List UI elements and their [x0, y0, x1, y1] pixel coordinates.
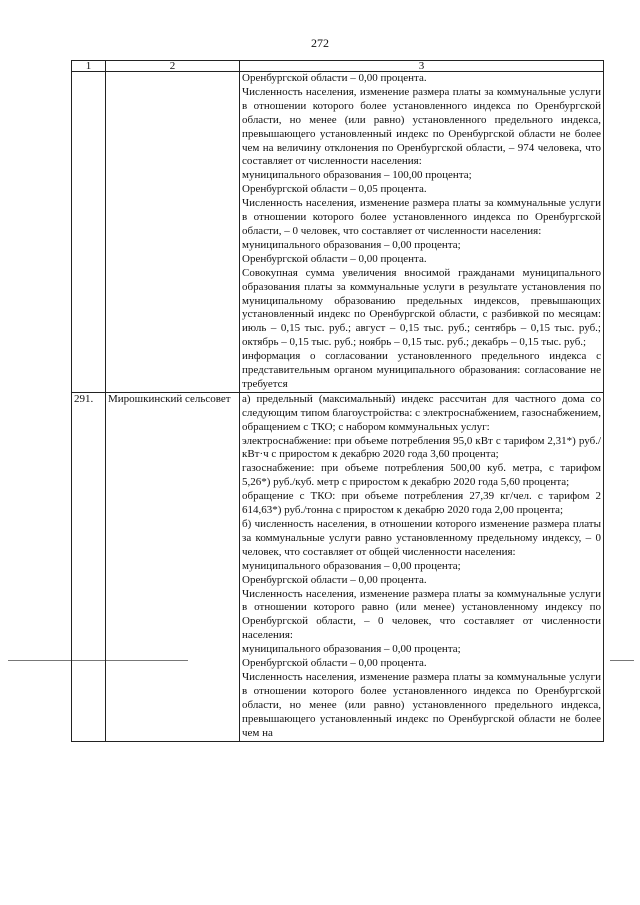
paragraph: а) предельный (максимальный) индекс рассчитан для частного дома со следующим типом благоустройства: с электроснабжением, газоснабжением, обращением с ТКО; с набором коммунальных услуг: — [242, 392, 601, 433]
municipality-name — [106, 72, 240, 393]
paragraph: Оренбургской области – 0,00 процента. — [242, 252, 427, 265]
table-header-row — [72, 61, 604, 72]
paragraph: газоснабжение: при объеме потребления 500,00 куб. метра, с тарифом 5,26*) руб./куб. метр с приростом к декабрю 2020 года 5,60 процента; — [242, 462, 601, 489]
column-header-2: 2 — [106, 61, 240, 72]
paragraph: Совокупная сумма увеличения вносимой гражданами муниципального образования платы за коммунальные услуги в результате установления по муниципальному образованию предельных индексов, превышающих установленный индекс по Оренбургской области, с разбивкой по месяцам: июль – 0,15 тыс. руб.; август – 0,15 тыс. руб.; сентябрь – 0,15 тыс. руб.; октябрь – 0,15 тыс. руб.; ноябрь – 0,15 тыс. руб.; декабрь – 0,15 тыс. руб.; — [242, 266, 601, 349]
table-row — [72, 72, 604, 393]
row-number — [72, 72, 106, 393]
table-row — [72, 392, 604, 741]
paragraph: муниципального образования – 0,00 процента; — [242, 238, 461, 251]
paragraph: Численность населения, изменение размера платы за коммунальные услуги в отношении которого равно (или менее) установленному индексу по Оренбургской области, – 0 человек, что составляет от численности населения: — [242, 587, 601, 642]
paragraph: Оренбургской области – 0,00 процента. — [242, 72, 427, 84]
paragraph: муниципального образования – 0,00 процента; — [242, 559, 461, 572]
paragraph: Оренбургской области – 0,05 процента. — [242, 183, 427, 196]
paragraph: электроснабжение: при объеме потребления 95,0 кВт с тарифом 2,31*) руб./кВт·ч с приростом к декабрю 2020 года 3,60 процента; — [242, 434, 601, 461]
column-header-3: 3 — [240, 61, 604, 72]
paragraph: Оренбургской области – 0,00 процента. — [242, 657, 427, 670]
municipality-name: Мирошкинский сельсовет — [106, 392, 240, 741]
scan-artifact-line-right — [610, 660, 634, 661]
row-content — [240, 392, 604, 741]
paragraph: информация о согласовании установленного предельного индекса с представительным органом муниципального образования: согласование не требуется — [242, 350, 601, 390]
paragraph: муниципального образования – 100,00 процента; — [242, 169, 472, 182]
paragraph: муниципального образования – 0,00 процента; — [242, 643, 461, 656]
paragraph: Оренбургской области – 0,00 процента. — [242, 573, 427, 586]
paragraph: Численность населения, изменение размера платы за коммунальные услуги в отношении которого более установленного индекса по Оренбургской области, но менее (или равно) установленного предельного индекса, превышающего установленный индекс по Оренбургской области не более чем на величину отклонения по Оренбургской области, – 974 человека, что составляет от численности населения: — [242, 85, 601, 168]
paragraph: обращение с ТКО: при объеме потребления 27,39 кг/чел. с тарифом 2 614,63*) руб./тонна с приростом к декабрю 2020 года 2,00 процента; — [242, 490, 601, 517]
column-header-1: 1 — [72, 61, 106, 72]
row-number: 291. — [72, 392, 106, 741]
paragraph: Численность населения, изменение размера платы за коммунальные услуги в отношении которого более установленного индекса по Оренбургской области, – 0 человек, что составляет от численности населения: — [242, 197, 601, 237]
page-number: 272 — [311, 36, 329, 50]
row-content — [240, 72, 604, 393]
paragraph: Численность населения, изменение размера платы за коммунальные услуги в отношении которого более установленного индекса по Оренбургской области, но менее (или равно) установленного предельного индекса, превышающего установленный индекс по Оренбургской области не более чем на — [242, 670, 601, 739]
paragraph: б) численность населения, в отношении которого изменение размера платы за коммунальные услуги равно установленному предельному индексу, – 0 человек, что составляет от общей численности населения: — [242, 518, 601, 558]
document-table — [71, 60, 604, 742]
